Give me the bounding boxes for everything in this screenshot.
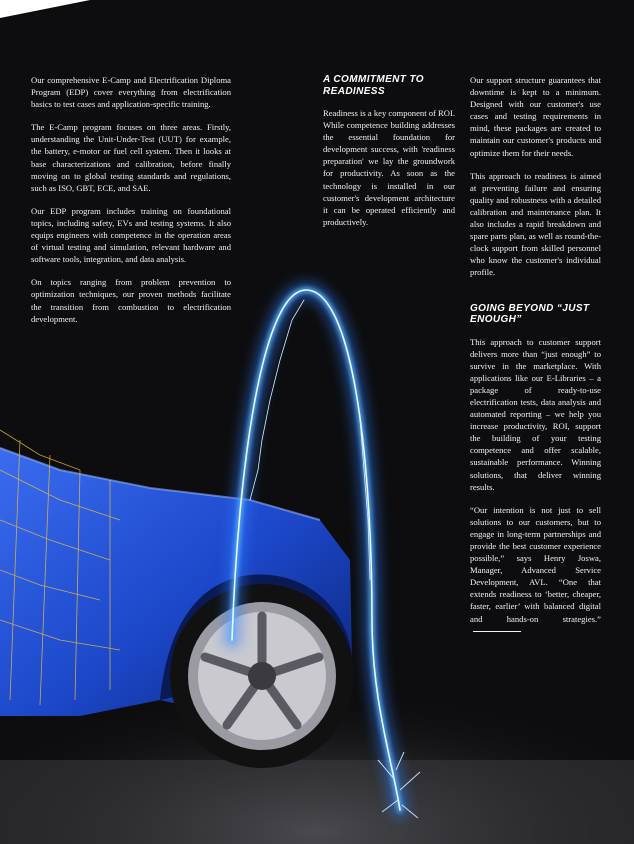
section-heading-beyond: GOING BEYOND “JUST ENOUGH” xyxy=(470,302,590,325)
column-right xyxy=(470,74,601,648)
paragraph: The E-Camp program focuses on three areas. Firstly, understanding the Unit-Under-Test (UUT) for example, the battery, e-motor or fuel cell system. Then it looks at base characterizations and calibration, before finally moving on to global testing standards and regulations, such as ISO, GBT, ECE, and SAE. xyxy=(31,122,231,193)
end-rule xyxy=(473,631,521,632)
paragraph: Our support structure guarantees that downtime is kept to a minimum. Designed with our customer's use cases and testing requirements in mind, these packages are created to maintain our customer's products and optimize them for their needs. xyxy=(470,75,601,158)
paragraph: Our comprehensive E-Camp and Electrification Diploma Program (EDP) cover everything from electrification basics to test cases and application-specific training. xyxy=(31,75,231,110)
corner-tab xyxy=(0,0,90,18)
section-heading-readiness: A COMMITMENT TO READINESS xyxy=(323,74,424,97)
paragraph: This approach to customer support delivers more than “just enough” to survive in the marketplace. With applications like our E-Libraries – a package of ready-to-use electrification tests, data analysis and automated reporting – we help you increase productivity, ROI, support the building of your testing competence and offer scalable, sustainable performance. Winning solutions, that deliver winning results. xyxy=(470,336,601,492)
paragraph: On topics ranging from problem prevention to optimization techniques, our proven methods facilitate the transition from combustion to electrification development. xyxy=(31,277,231,324)
paragraph: Readiness is a key component of ROI. While competence building addresses the essential foundation for development success, with 'readiness preparation' we lay the groundwork for productivity. As soon as the technology is installed in our customer's development architecture it can be operated efficiently and productively. xyxy=(323,108,455,227)
column-left xyxy=(31,74,231,336)
paragraph: This approach to readiness is aimed at preventing failure and ensuring quality and robustness with a detailed calibration and maintenance plan. It also includes a rapid breakdown and spare parts plan, as well as round-the-clock support from skilled personnel who know the customer's individual profile. xyxy=(470,170,601,278)
paragraph: Our EDP program includes training on foundational topics, including safety, EVs and testing systems. It also equips engineers with competence in the operation areas of virtual testing and simulation, relevant hardware and software tools, integration, and data analysis. xyxy=(31,205,231,265)
quote-text: “Our intention is not just to sell solutions to our customers, but to engage in long-term partnerships and provide the best customer experience possible,” says Henry Joswa, Manager, Advanced Service Development, AVL. “One that extends readiness to ‘better, cheaper, faster, earlier’ with balanced digital and hands-on strategies.” xyxy=(470,504,601,624)
column-middle xyxy=(323,74,455,239)
paragraph-quote xyxy=(470,504,601,637)
